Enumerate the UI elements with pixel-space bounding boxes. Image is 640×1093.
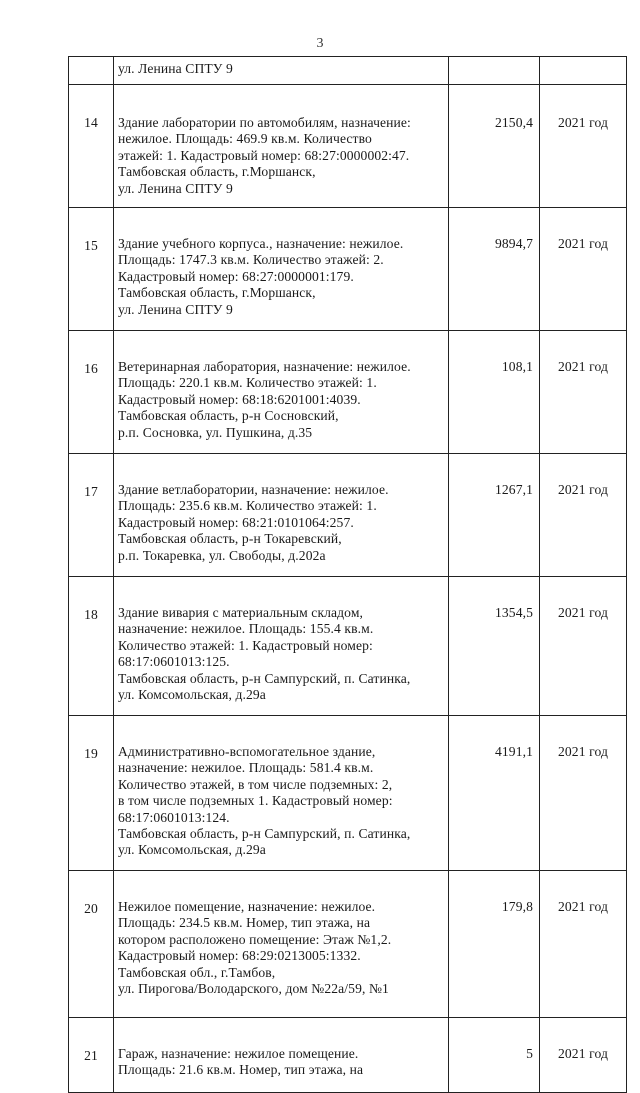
row-value: 4191,1 bbox=[449, 716, 540, 871]
row-year: 2021 год bbox=[540, 454, 627, 577]
row-description: Здание учебного корпуса., назначение: нежилое. Площадь: 1747.3 кв.м. Количество этажей: 2. Кадастровый номер: 68:27:0000001:179. Тамбовская область, г.Моршанск, ул. Ленина СПТУ 9 bbox=[118, 236, 404, 317]
table-row bbox=[69, 871, 627, 1018]
row-year: 2021 год bbox=[540, 871, 627, 1018]
row-value: 9894,7 bbox=[449, 208, 540, 331]
row-year: 2021 год bbox=[540, 85, 627, 208]
table-row bbox=[69, 454, 627, 577]
row-year: 2021 год bbox=[540, 331, 627, 454]
property-table bbox=[68, 56, 627, 1093]
row-number: 21 bbox=[69, 1018, 114, 1093]
table-row bbox=[69, 577, 627, 716]
row-number: 17 bbox=[69, 454, 114, 577]
row-number: 14 bbox=[69, 85, 114, 208]
row-value: 5 bbox=[449, 1018, 540, 1093]
row-description: Здание лаборатории по автомобилям, назначение: нежилое. Площадь: 469.9 кв.м. Количество этажей: 1. Кадастровый номер: 68:27:0000002:47. Тамбовская область, г.Моршанск, ул. Ленина СПТУ 9 bbox=[118, 115, 411, 196]
row-year: 2021 год bbox=[540, 1018, 627, 1093]
row-value: 1354,5 bbox=[449, 577, 540, 716]
row-number bbox=[69, 57, 114, 85]
row-number: 19 bbox=[69, 716, 114, 871]
row-description: Здание вивария с материальным складом, назначение: нежилое. Площадь: 155.4 кв.м. Количество этажей: 1. Кадастровый номер: 68:17:0601013:125. Тамбовская область, р-н Сампурский, п. Сатинка, ул. Комсомольская, д.29а bbox=[118, 605, 411, 703]
table-row bbox=[69, 85, 627, 208]
row-year: 2021 год bbox=[540, 208, 627, 331]
row-description: Ветеринарная лаборатория, назначение: нежилое. Площадь: 220.1 кв.м. Количество этажей: 1. Кадастровый номер: 68:18:6201001:4039. Тамбовская область, р-н Сосновский, р.п. Сосновка, ул. Пушкина, д.35 bbox=[118, 359, 411, 440]
row-year bbox=[540, 57, 627, 85]
row-value: 179,8 bbox=[449, 871, 540, 1018]
row-description: ул. Ленина СПТУ 9 bbox=[118, 61, 233, 76]
row-value: 108,1 bbox=[449, 331, 540, 454]
row-value: 2150,4 bbox=[449, 85, 540, 208]
row-number: 20 bbox=[69, 871, 114, 1018]
table-row bbox=[69, 57, 627, 85]
row-number: 16 bbox=[69, 331, 114, 454]
row-description: Нежилое помещение, назначение: нежилое. Площадь: 234.5 кв.м. Номер, тип этажа, на котором расположено помещение: Этаж №1,2. Кадастровый номер: 68:29:0213005:1332. Тамбовская обл., г.Тамбов, ул. Пирогова/Володарского, дом №22а/59, №1 bbox=[118, 899, 392, 997]
row-number: 18 bbox=[69, 577, 114, 716]
row-value: 1267,1 bbox=[449, 454, 540, 577]
row-value bbox=[449, 57, 540, 85]
row-description: Административно-вспомогательное здание, назначение: нежилое. Площадь: 581.4 кв.м. Количество этажей, в том числе подземных: 2, в том числе подземных 1. Кадастровый номер: 68:17:0601013:124. Тамбовская область, р-н Сампурский, п. Сатинка, ул. Комсомольская, д.29а bbox=[118, 744, 411, 858]
row-year: 2021 год bbox=[540, 577, 627, 716]
table-row bbox=[69, 716, 627, 871]
row-number: 15 bbox=[69, 208, 114, 331]
table-row bbox=[69, 1018, 627, 1093]
page-number: 3 bbox=[316, 36, 324, 51]
row-description: Гараж, назначение: нежилое помещение. Площадь: 21.6 кв.м. Номер, тип этажа, на bbox=[118, 1046, 364, 1078]
table-row bbox=[69, 331, 627, 454]
table-row bbox=[69, 208, 627, 331]
row-year: 2021 год bbox=[540, 716, 627, 871]
row-description: Здание ветлаборатории, назначение: нежилое. Площадь: 235.6 кв.м. Количество этажей: 1. Кадастровый номер: 68:21:0101064:257. Тамбовская область, р-н Токаревский, р.п. Токаревка, ул. Свободы, д.202а bbox=[118, 482, 389, 563]
